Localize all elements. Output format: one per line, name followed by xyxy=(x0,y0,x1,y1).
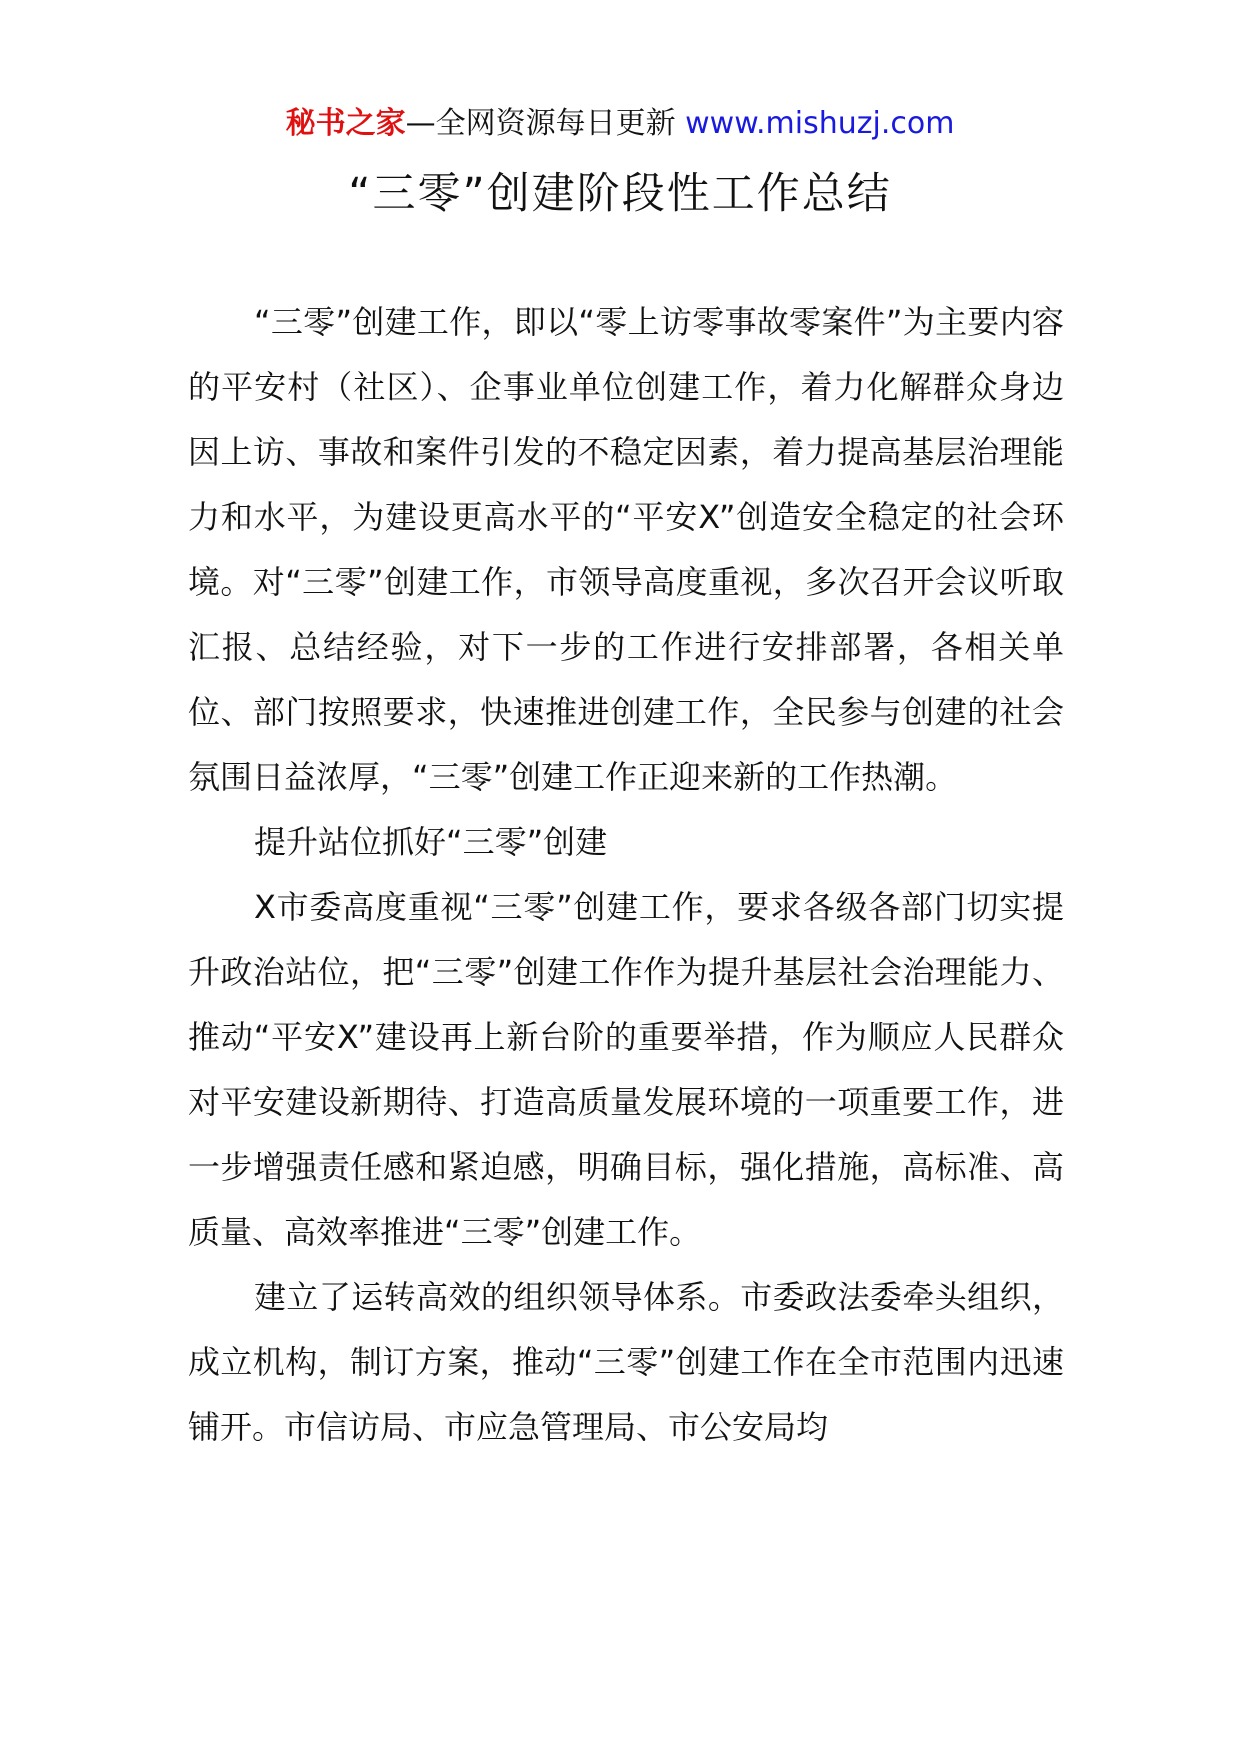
document-title: “三零”创建阶段性工作总结 xyxy=(348,169,892,219)
site-url-link[interactable]: www.mishuzj.com xyxy=(685,106,955,141)
body-paragraph: 建立了运转高效的组织领导体系。市委政法委牵头组织，成立机构，制订方案，推动“三零”创建工作在全市范围内迅速铺开。市信访局、市应急管理局、市公安局均 xyxy=(188,1278,1064,1446)
watermark-header xyxy=(0,104,1240,144)
intro-paragraph: “三零”创建工作，即以“零上访零事故零案件”为主要内容的平安村（社区）、企事业单位创建工作，着力化解群众身边因上访、事故和案件引发的不稳定因素，着力提高基层治理能力和水平，为建设更高水平的“平安X”创造安全稳定的社会环境。对“三零”创建工作，市领导高度重视，多次召开会议听取汇报、总结经验，对下一步的工作进行安排部署，各相关单位、部门按照要求，快速推进创建工作，全民参与创建的社会氛围日益浓厚，“三零”创建工作正迎来新的工作热潮。 xyxy=(188,303,1064,796)
brand-name: 秘书之家 xyxy=(285,106,406,141)
body-paragraph: X市委高度重视“三零”创建工作，要求各级各部门切实提升政治站位，把“三零”创建工作作为提升基层社会治理能力、推动“平安X”建设再上新台阶的重要举措，作为顺应人民群众对平安建设新期待、打造高质量发展环境的一项重要工作，进一步增强责任感和紧迫感，明确目标，强化措施，高标准、高质量、高效率推进“三零”创建工作。 xyxy=(188,888,1064,1251)
section-heading: 提升站位抓好“三零”创建 xyxy=(254,823,608,861)
document-body xyxy=(188,290,1064,1460)
header-tagline: —全网资源每日更新 xyxy=(405,106,686,141)
